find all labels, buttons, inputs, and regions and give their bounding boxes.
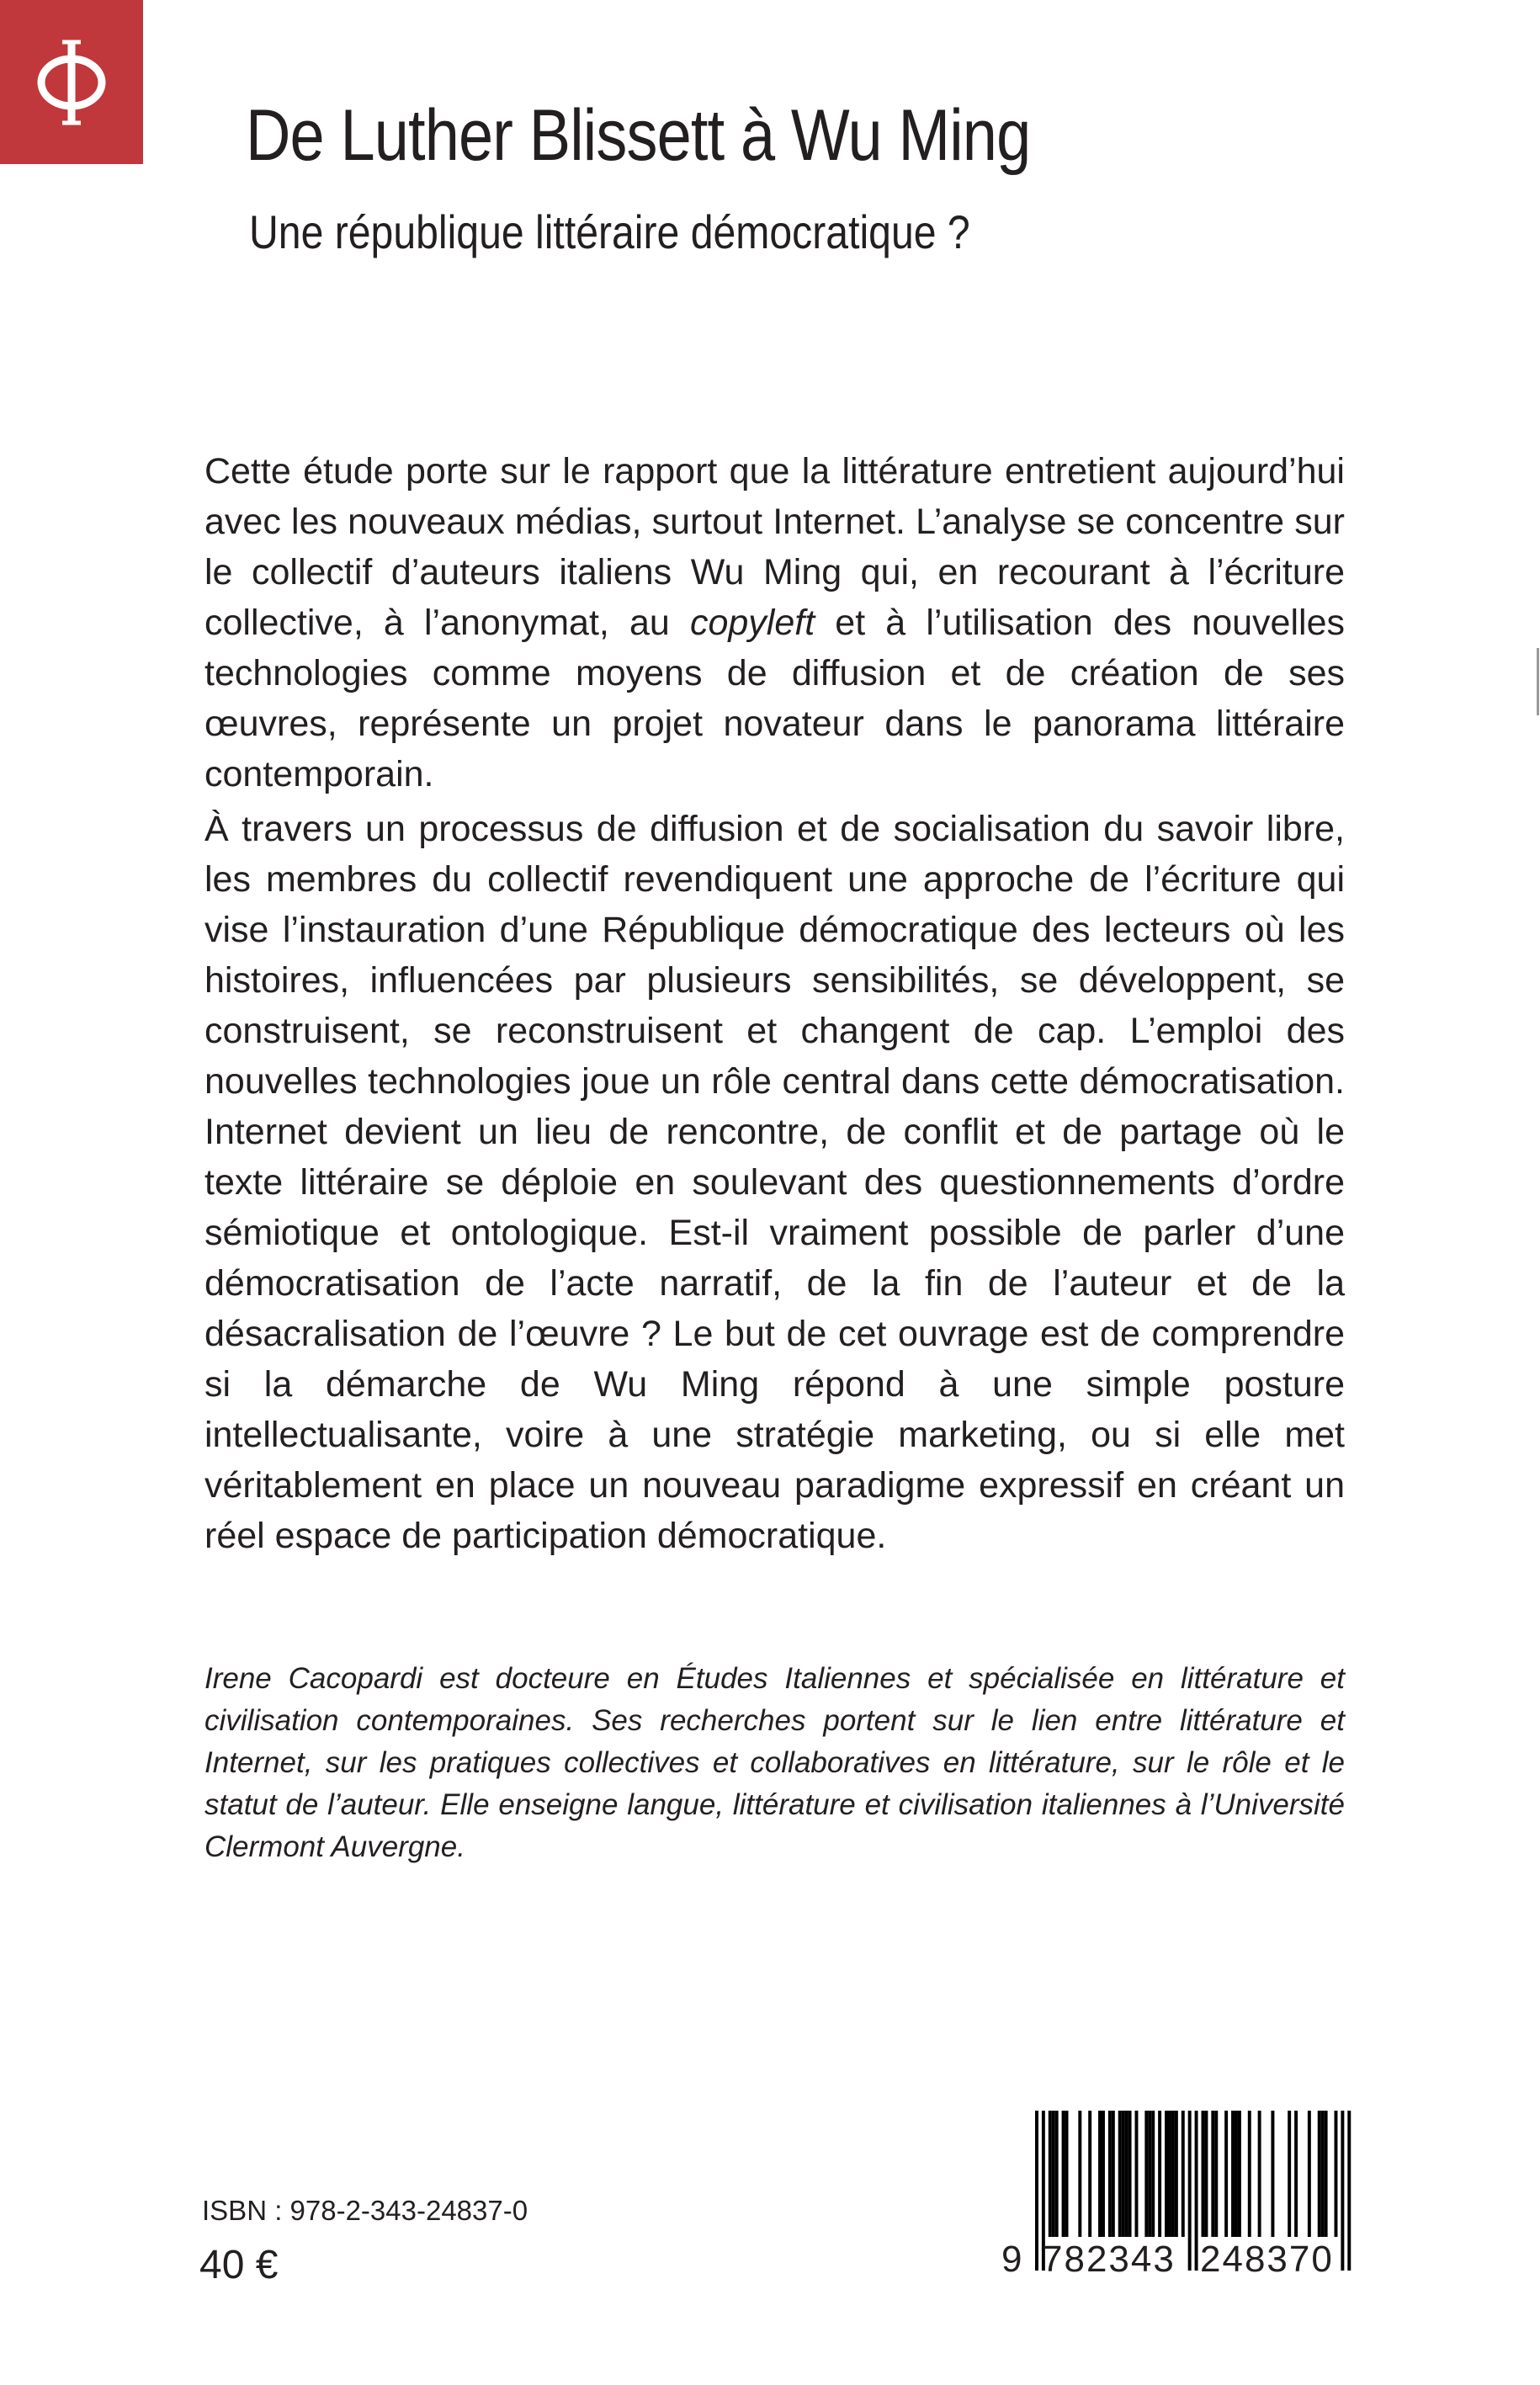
barcode-bar	[1122, 2111, 1125, 2237]
summary-paragraph-1-end: et à l’utilisation des nouvelles technologies comme moyens de diffusion et de création de ses œuvres, représente un projet novateur dans le panorama littéraire contemporain.	[204, 603, 1345, 794]
barcode-bar	[1182, 2111, 1185, 2237]
publisher-logo	[0, 0, 143, 164]
barcode-bar	[1321, 2111, 1325, 2237]
barcode-bar	[1098, 2111, 1102, 2237]
barcode-bar	[1062, 2111, 1065, 2237]
barcode-bar	[1248, 2111, 1251, 2237]
barcode-bar	[1168, 2111, 1171, 2237]
barcode-digit-first: 9	[1001, 2239, 1022, 2280]
barcode-bar	[1202, 2111, 1205, 2237]
barcode-bar	[1118, 2111, 1122, 2237]
barcode-bar	[1308, 2111, 1311, 2237]
copyleft-term: copyleft	[689, 603, 815, 643]
barcode-bar	[1049, 2111, 1052, 2237]
barcode-bar	[1078, 2111, 1081, 2237]
summary-paragraph-1-start: Cette étude porte sur le rapport que la littérature entretient aujourd’hui avec les nouveaux médias, surtout Internet. L’analyse se concentre sur le collectif d’auteurs italiens Wu Ming qui, en recourant à l’écriture collective, à l’anonymat, au	[204, 451, 1345, 643]
barcode-bar	[1165, 2111, 1168, 2237]
barcode-bar	[1052, 2111, 1055, 2237]
barcode-digits	[1001, 2239, 1355, 2281]
barcode-bar	[1258, 2111, 1261, 2237]
barcode-digits-right: 248370	[1200, 2239, 1334, 2280]
barcode-bar	[1112, 2111, 1115, 2237]
barcode-digits-left: 782343	[1042, 2239, 1176, 2280]
barcode-bar	[1158, 2111, 1161, 2237]
barcode-bar	[1224, 2111, 1228, 2237]
barcode-bar	[1271, 2111, 1274, 2237]
barcode-bar	[1294, 2111, 1298, 2237]
author-bio	[204, 1658, 1345, 1868]
barcode-bar	[1214, 2111, 1218, 2237]
barcode-bar	[1235, 2111, 1238, 2237]
barcode-bar	[1231, 2111, 1235, 2237]
phi-logo-icon	[25, 32, 118, 133]
barcode-bar	[1055, 2111, 1059, 2237]
barcode-bar	[1108, 2111, 1112, 2237]
barcode-bar	[1318, 2111, 1321, 2237]
barcode-bar	[1148, 2111, 1151, 2237]
barcode-bar	[1211, 2111, 1214, 2237]
barcode-bar	[1088, 2111, 1091, 2237]
summary-paragraph-2: À travers un processus de diffusion et de socialisation du savoir libre, les membres du collectif revendiquent une approche de l’écriture qui vise l’instauration d’une République démocratique des lecteurs où les histoires, influencées par plusieurs sensibilités, se développent, se construisent, se reconstruisent et changent de cap. L’emploi des nouvelles technologies joue un rôle central dans cette démocratisation. Internet devient un lieu de rencontre, de conflit et de partage où le texte littéraire se déploie en soulevant des questionnements d’ordre sémiotique et ontologique. Est-il vraiment possible de parler d’une démocratisation de l’acte narratif, de la fin de l’auteur et de la désacralisation de l’œuvre ? Le but de cet ouvrage est de comprendre si la démarche de Wu Ming répond à une simple posture intellectualisante, voire à une stratégie marketing, ou si elle met véritablement en place un nouveau paradigme expressif en créant un réel espace de participation démocratique.	[204, 809, 1345, 1556]
book-title: De Luther Blissett à Wu Ming	[246, 95, 1031, 176]
barcode-bar	[1128, 2111, 1132, 2237]
barcode-bar	[1238, 2111, 1241, 2237]
price: 40 €	[199, 2243, 279, 2287]
barcode-bar	[1175, 2111, 1178, 2237]
barcode-bar	[1325, 2111, 1328, 2237]
barcode-bar	[1204, 2111, 1208, 2237]
book-subtitle: Une république littéraire démocratique ?	[249, 205, 970, 258]
author-name: Irene Cacopardi	[204, 1662, 423, 1695]
barcode-bar	[1288, 2111, 1291, 2237]
barcode-bar	[1065, 2111, 1069, 2237]
barcode-bar	[1135, 2111, 1139, 2237]
barcode-bar	[1335, 2111, 1338, 2237]
barcode-bar	[1102, 2111, 1105, 2237]
barcode-bar	[1151, 2111, 1155, 2237]
isbn: ISBN : 978-2-343-24837-0	[202, 2195, 528, 2226]
author-bio-text: est docteure en Études Italiennes et spécialisée en littérature et civilisation contemporaines. Ses recherches portent sur le lien entre littérature et Internet, sur les pratiques collectives et collaboratives en littérature, sur le rôle et le statut de l’auteur. Elle enseigne langue, littérature et civilisation italiennes à l’Université Clermont Auvergne.	[204, 1662, 1345, 1863]
edge-mark	[1537, 648, 1539, 715]
barcode-bar	[1171, 2111, 1175, 2237]
barcode-bar	[1144, 2111, 1148, 2237]
barcode-bar	[1125, 2111, 1128, 2237]
summary-paragraph-1	[204, 446, 1345, 799]
